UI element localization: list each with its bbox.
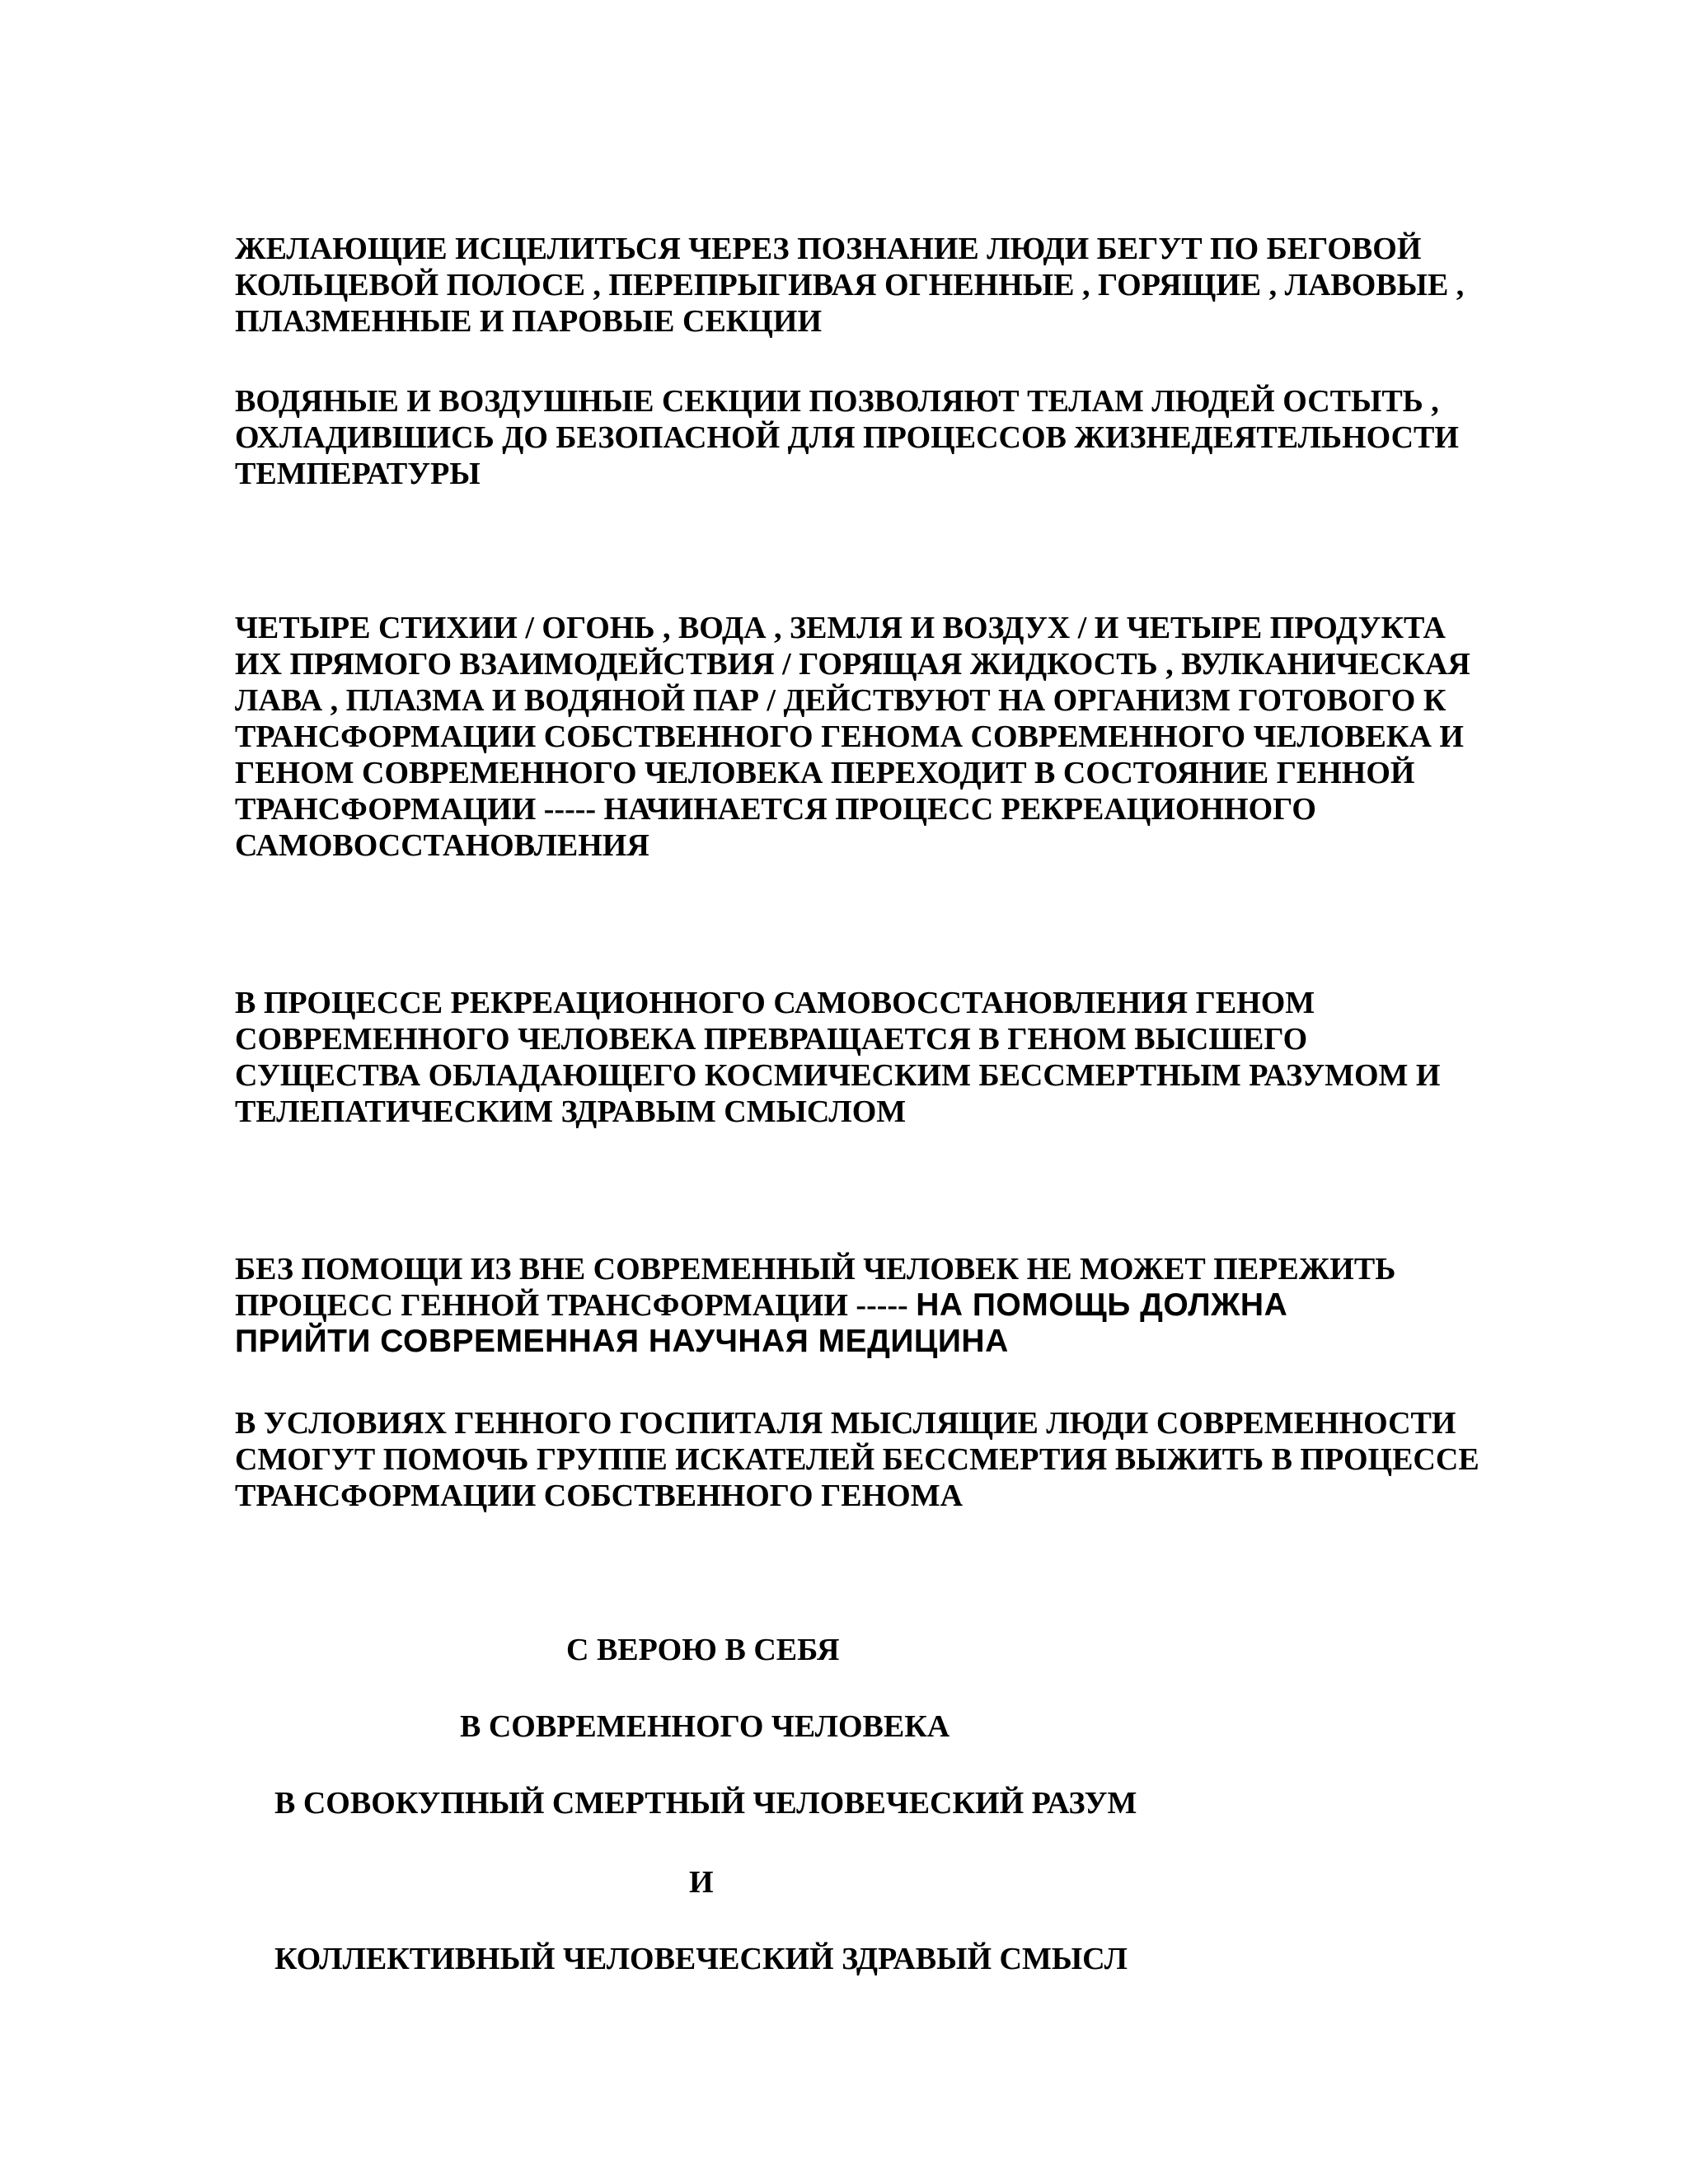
paragraph-6-line-1: В УСЛОВИЯХ ГЕННОГО ГОСПИТАЛЯ МЫСЛЯЩИЕ ЛЮДИ СОВРЕМЕННОСТИ — [235, 1406, 1456, 1441]
paragraph-1-line-2: КОЛЬЦЕВОЙ ПОЛОСЕ , ПЕРЕПРЫГИВАЯ ОГНЕННЫЕ , ГОРЯЩИЕ , ЛАВОВЫЕ , — [235, 268, 1465, 302]
paragraph-5-line-2-serif: ПРОЦЕСС ГЕННОЙ ТРАНСФОРМАЦИИ ----- — [235, 1288, 917, 1323]
paragraph-3-line-3: ЛАВА , ПЛАЗМА И ВОДЯНОЙ ПАР / ДЕЙСТВУЮТ НА ОРГАНИЗМ ГОТОВОГО К — [235, 683, 1447, 718]
paragraph-6 — [235, 1405, 1554, 1514]
paragraph-2-line-3: ТЕМПЕРАТУРЫ — [235, 457, 481, 491]
closing-line-3: В СОВОКУПНЫЙ СМЕРТНЫЙ ЧЕЛОВЕЧЕСКИЙ РАЗУМ — [274, 1786, 1137, 1821]
paragraph-5-line-3: ПРИЙТИ СОВРЕМЕННАЯ НАУЧНАЯ МЕДИЦИНА — [235, 1324, 1009, 1359]
paragraph-4-line-4: ТЕЛЕПАТИЧЕСКИМ ЗДРАВЫМ СМЫСЛОМ — [235, 1094, 907, 1129]
paragraph-2 — [235, 383, 1554, 492]
paragraph-3-line-5: ГЕНОМ СОВРЕМЕННОГО ЧЕЛОВЕКА ПЕРЕХОДИТ В СОСТОЯНИЕ ГЕННОЙ — [235, 756, 1415, 790]
paragraph-4-line-2: СОВРЕМЕННОГО ЧЕЛОВЕКА ПРЕВРАЩАЕТСЯ В ГЕНОМ ВЫСШЕГО — [235, 1022, 1308, 1057]
paragraph-3-line-4: ТРАНСФОРМАЦИИ СОБСТВЕННОГО ГЕНОМА СОВРЕМЕННОГО ЧЕЛОВЕКА И — [235, 719, 1464, 754]
paragraph-5 — [235, 1251, 1554, 1360]
paragraph-3-line-2: ИХ ПРЯМОГО ВЗАИМОДЕЙСТВИЯ / ГОРЯЩАЯ ЖИДКОСТЬ , ВУЛКАНИЧЕСКАЯ — [235, 647, 1470, 682]
closing-line-5: КОЛЛЕКТИВНЫЙ ЧЕЛОВЕЧЕСКИЙ ЗДРАВЫЙ СМЫСЛ — [274, 1942, 1128, 1976]
closing-line-2: В СОВРЕМЕННОГО ЧЕЛОВЕКА — [460, 1709, 950, 1744]
paragraph-3-line-7: САМОВОССТАНОВЛЕНИЯ — [235, 828, 649, 863]
paragraph-1-line-1: ЖЕЛАЮЩИЕ ИСЦЕЛИТЬСЯ ЧЕРЕЗ ПОЗНАНИЕ ЛЮДИ БЕГУТ ПО БЕГОВОЙ — [235, 232, 1422, 266]
paragraph-2-line-2: ОХЛАДИВШИСЬ ДО БЕЗОПАСНОЙ ДЛЯ ПРОЦЕССОВ ЖИЗНЕДЕЯТЕЛЬНОСТИ — [235, 420, 1459, 455]
paragraph-4-line-1: В ПРОЦЕССЕ РЕКРЕАЦИОННОГО САМОВОССТАНОВЛЕНИЯ ГЕНОМ — [235, 986, 1315, 1020]
paragraph-4-line-3: СУЩЕСТВА ОБЛАДАЮЩЕГО КОСМИЧЕСКИМ БЕССМЕРТНЫМ РАЗУМОМ И — [235, 1058, 1441, 1093]
closing-line-4: И — [689, 1865, 714, 1900]
paragraph-1 — [235, 231, 1554, 340]
paragraph-5-line-1: БЕЗ ПОМОЩИ ИЗ ВНЕ СОВРЕМЕННЫЙ ЧЕЛОВЕК НЕ МОЖЕТ ПЕРЕЖИТЬ — [235, 1252, 1396, 1286]
paragraph-3-line-1: ЧЕТЫРЕ СТИХИИ / ОГОНЬ , ВОДА , ЗЕМЛЯ И ВОЗДУХ / И ЧЕТЫРЕ ПРОДУКТА — [235, 611, 1446, 645]
paragraph-5-line-2 — [235, 1287, 1554, 1324]
paragraph-1-line-3: ПЛАЗМЕННЫЕ И ПАРОВЫЕ СЕКЦИИ — [235, 304, 823, 339]
paragraph-6-line-3: ТРАНСФОРМАЦИИ СОБСТВЕННОГО ГЕНОМА — [235, 1479, 964, 1513]
closing-line-1: С ВЕРОЮ В СЕБЯ — [566, 1633, 840, 1667]
paragraph-3 — [235, 610, 1554, 864]
paragraph-6-line-2: СМОГУТ ПОМОЧЬ ГРУППЕ ИСКАТЕЛЕЙ БЕССМЕРТИЯ ВЫЖИТЬ В ПРОЦЕССЕ — [235, 1442, 1479, 1477]
paragraph-5-line-2-sans: НА ПОМОЩЬ ДОЛЖНА — [916, 1287, 1288, 1323]
paragraph-4 — [235, 985, 1554, 1130]
paragraph-2-line-1: ВОДЯНЫЕ И ВОЗДУШНЫЕ СЕКЦИИ ПОЗВОЛЯЮТ ТЕЛАМ ЛЮДЕЙ ОСТЫТЬ , — [235, 384, 1439, 419]
paragraph-3-line-6: ТРАНСФОРМАЦИИ ----- НАЧИНАЕТСЯ ПРОЦЕСС РЕКРЕАЦИОННОГО — [235, 792, 1316, 827]
